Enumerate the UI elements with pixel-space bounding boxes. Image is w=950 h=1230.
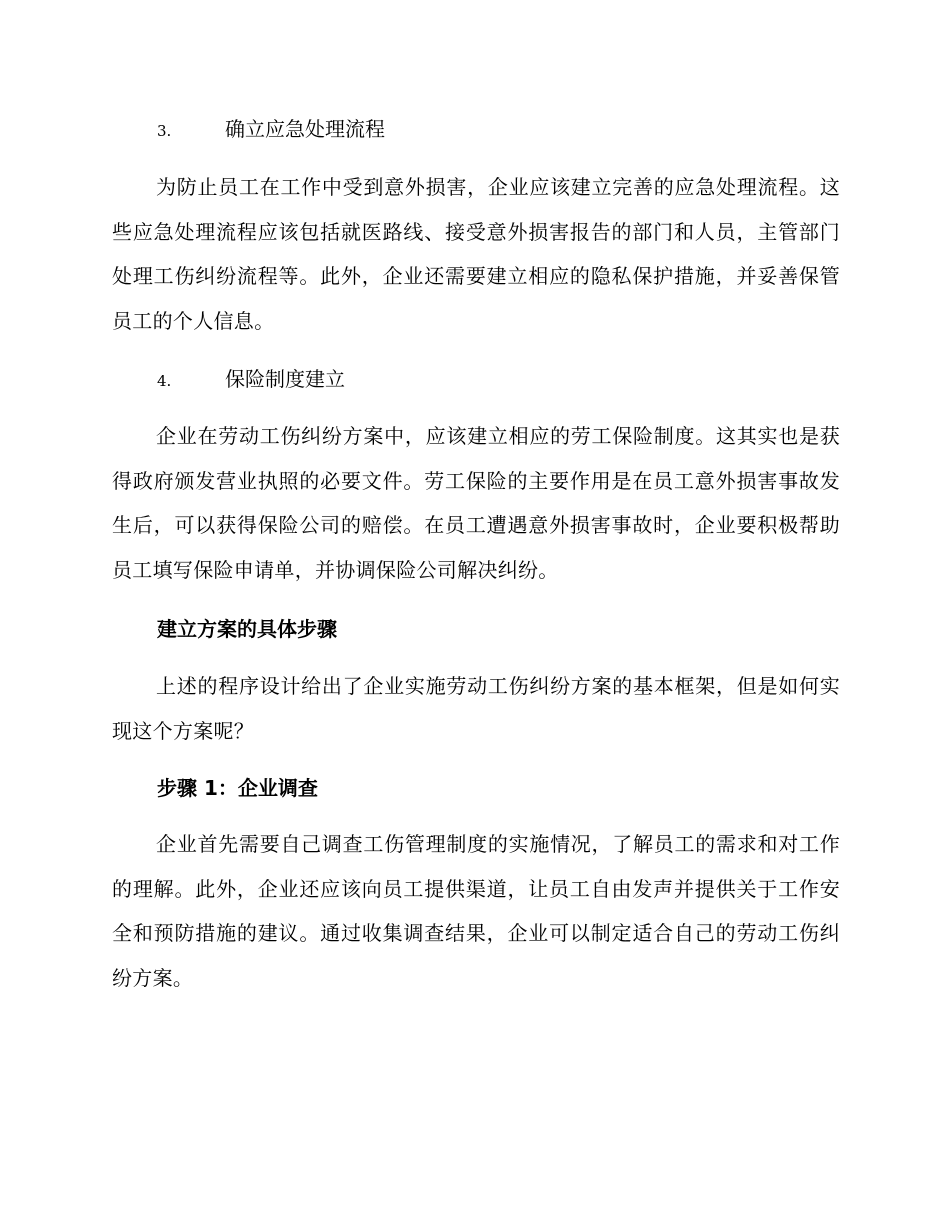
list-item-3-title: 确立应急处理流程: [225, 117, 385, 141]
list-item-4-heading: [157, 364, 345, 396]
steps-intro-paragraph: 上述的程序设计给出了企业实施劳动工伤纠纷方案的基本框架，但是如何实现这个方案呢？: [112, 674, 840, 743]
step-1-paragraph: 企业首先需要自己调查工伤管理制度的实施情况，了解员工的需求和对工作的理解。此外，企业还应该向员工提供渠道，让员工自由发声并提供关于工作安全和预防措施的建议。通过收集调查结果，企业可以制定适合自己的劳动工伤纠纷方案。: [112, 832, 840, 990]
list-item-3-paragraph: 为防止员工在工作中受到意外损害，企业应该建立完善的应急处理流程。这些应急处理流程应该包括就医路线、接受意外损害报告的部门和人员，主管部门处理工伤纠纷流程等。此外，企业还需要建立相应的隐私保护措施，并妥善保管员工的个人信息。: [112, 175, 840, 333]
list-item-4-number: 4.: [157, 372, 172, 390]
list-item-3-heading: [157, 114, 385, 146]
list-item-4-paragraph: 企业在劳动工伤纠纷方案中，应该建立相应的劳工保险制度。这其实也是获得政府颁发营业执照的必要文件。劳工保险的主要作用是在员工意外损害事故发生后，可以获得保险公司的赔偿。在员工遭遇意外损害事故时，企业要积极帮助员工填写保险申请单，并协调保险公司解决纠纷。: [112, 424, 840, 582]
list-item-3-number: 3.: [157, 122, 172, 140]
list-item-4-title: 保险制度建立: [225, 367, 345, 391]
step-1-heading: 步骤 1：企业调查: [157, 776, 318, 800]
section-heading-steps: 建立方案的具体步骤: [157, 617, 337, 641]
